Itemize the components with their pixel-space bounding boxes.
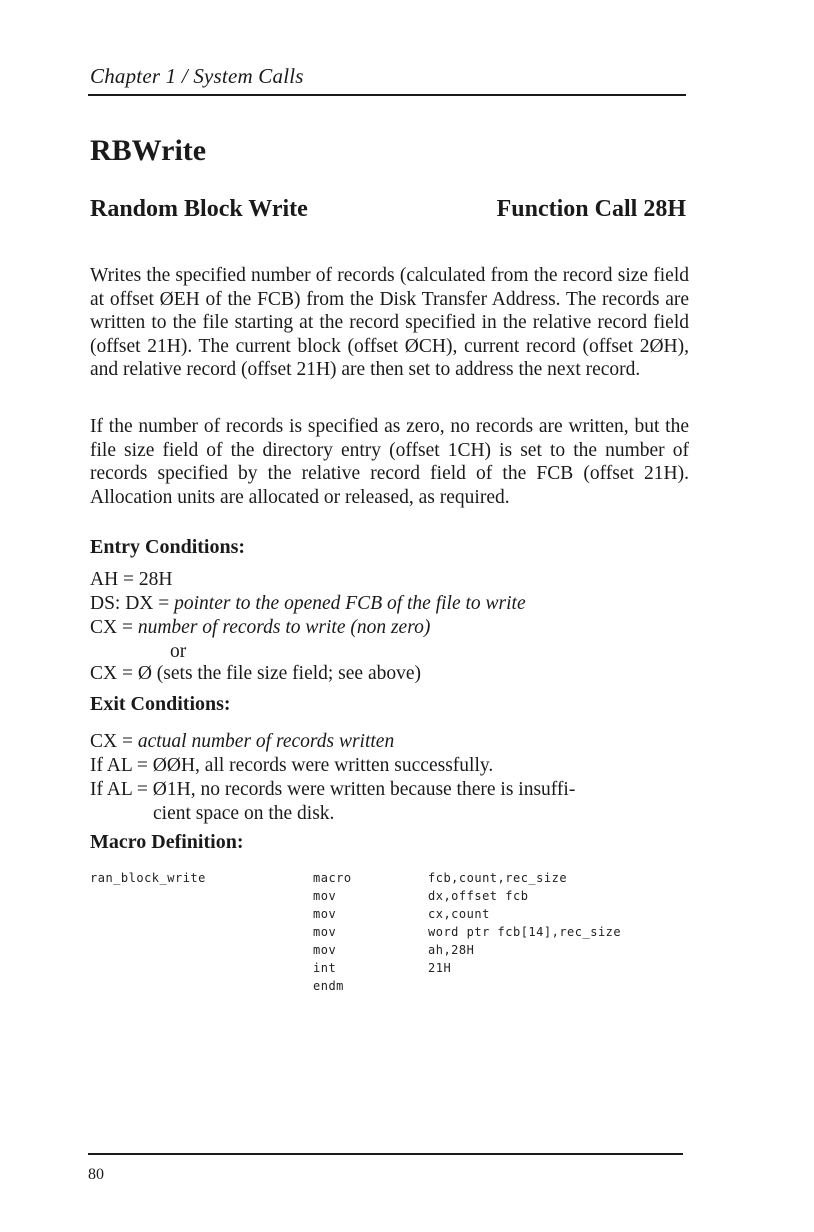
- subtitle-function-call: Function Call 28H: [496, 196, 686, 222]
- exit-line-al-00: If AL = ØØH, all records were written successfully.: [90, 755, 494, 776]
- macro-arg: cx,count: [428, 907, 490, 921]
- macro-op: mov: [313, 925, 337, 939]
- entry-line-cx: [90, 617, 430, 639]
- footer-rule: [88, 1153, 683, 1155]
- entry-or: or: [170, 641, 187, 662]
- exit-line-al-01: If AL = Ø1H, no records were written because there is insuffi-: [90, 779, 576, 800]
- macro-arg: word ptr fcb[14],rec_size: [428, 925, 622, 939]
- macro-op: macro: [313, 871, 352, 885]
- macro-op: mov: [313, 943, 337, 957]
- macro-definition-heading: Macro Definition:: [90, 831, 244, 853]
- description-paragraph-1: Writes the specified number of records (calculated from the record size field at offset ØEH of the FCB) from the Disk Transfer Address. The records are written to the file starting at the record specified in the relative record field (offset 21H). The current block (offset ØCH), current record (offset 2ØH), and relative record (offset 21H) are then set to address the next record.: [90, 265, 689, 380]
- macro-arg: ah,28H: [428, 943, 475, 957]
- page-number: 80: [88, 1166, 104, 1183]
- header-rule: [88, 94, 686, 96]
- entry-line-dsdx: [90, 593, 526, 615]
- exit-line-cx-desc: actual number of records written: [137, 731, 395, 752]
- entry-line-dsdx-desc: pointer to the opened FCB of the file to write: [174, 593, 526, 614]
- macro-op: endm: [313, 979, 344, 993]
- macro-op: int: [313, 961, 337, 975]
- macro-arg: fcb,count,rec_size: [428, 871, 568, 885]
- entry-conditions-heading: Entry Conditions:: [90, 536, 246, 558]
- macro-op: mov: [313, 889, 337, 903]
- exit-line-al-01-cont: cient space on the disk.: [153, 803, 335, 824]
- exit-conditions-heading: Exit Conditions:: [90, 693, 231, 715]
- page-title: RBWrite: [90, 134, 207, 167]
- entry-line-cx-desc: number of records to write (non zero): [137, 617, 431, 638]
- macro-arg: 21H: [428, 961, 452, 975]
- exit-line-cx: [90, 731, 394, 753]
- entry-line-cx-zero: CX = Ø (sets the file size field; see above): [90, 663, 422, 684]
- entry-line-cx-prefix: CX =: [90, 617, 138, 638]
- entry-line-dsdx-prefix: DS: DX =: [90, 593, 175, 614]
- subtitle-function-name: Random Block Write: [90, 196, 308, 222]
- running-head: Chapter 1 / System Calls: [90, 64, 304, 88]
- macro-label: ran_block_write: [90, 871, 206, 885]
- exit-line-cx-prefix: CX =: [90, 731, 138, 752]
- macro-arg: dx,offset fcb: [428, 889, 529, 903]
- description-paragraph-2: If the number of records is specified as zero, no records are written, but the file size field of the directory entry (offset 1CH) is set to the number of records specified by the relative record field of the FCB (offset 21H). Allocation units are allocated or released, as required.: [90, 416, 689, 508]
- entry-line-ah: AH = 28H: [90, 569, 173, 590]
- macro-op: mov: [313, 907, 337, 921]
